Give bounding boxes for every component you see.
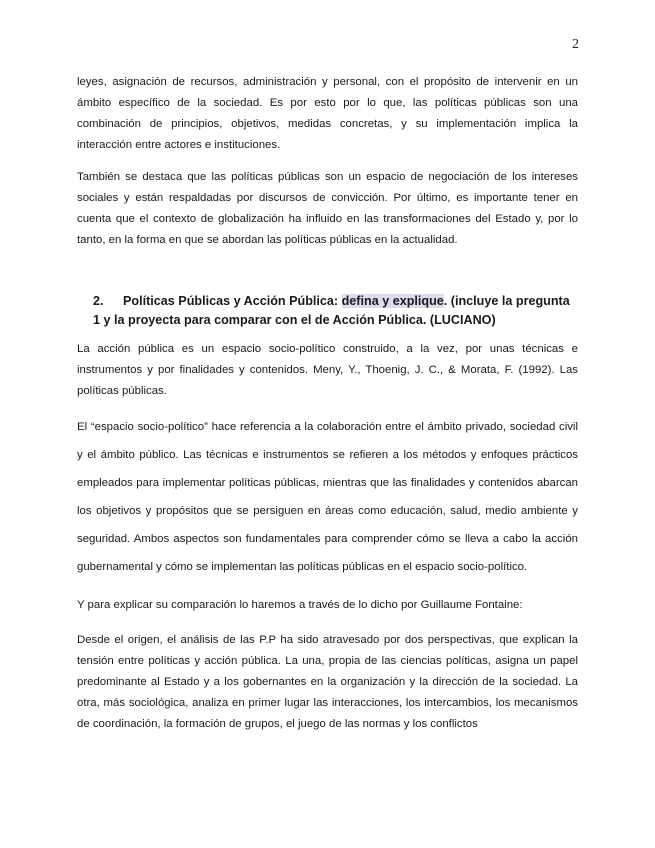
heading-text-part2: . (incluye la pregunta <box>443 294 570 308</box>
page-number: 2 <box>572 37 579 52</box>
paragraph-2: También se destaca que las políticas públicas son un espacio de negociación de los intereses sociales y están respaldadas por discursos de convicción. Por último, es importante tener en cuenta que el contexto de globalización ha influido en las transformaciones del Estado y, por lo tanto, en la forma en que se abordan las políticas públicas en la actualidad. <box>77 171 578 246</box>
heading-text-part1: Políticas Públicas y Acción Pública: <box>123 294 342 308</box>
paragraph-3: La acción pública es un espacio socio-político construido, a la vez, por unas técnicas e instrumentos y por finalidades y contenidos. Meny, Y., Thoenig, J. C., & Morata, F. (1992). Las políticas públicas. <box>77 343 578 397</box>
heading-number: 2. <box>93 294 104 308</box>
paragraph-5: Y para explicar su comparación lo haremos a través de lo dicho por Guillaume Fontaine: <box>77 599 523 611</box>
paragraph-4: El “espacio socio-político” hace referencia a la colaboración entre el ámbito privado, sociedad civil y el ámbito público. Las técnicas e instrumentos se refieren a los métodos y enfoques prácticos empleados para implementar políticas públicas, mientras que las finalidades y contenidos abarcan los objetivos y propósitos que se persiguen en áreas como educación, salud, medio ambiente y seguridad. Ambos aspectos son fundamentales para comprender cómo se lleva a cabo la acción gubernamental y cómo se implementan las políticas públicas en el espacio socio-político. <box>77 421 578 573</box>
paragraph-1: leyes, asignación de recursos, administración y personal, con el propósito de intervenir en un ámbito específico de la sociedad. Es por esto por lo que, las políticas públicas son una combinación de principios, objetivos, medidas concretas, y su implementación implica la interacción entre actores e instituciones. <box>77 76 578 151</box>
heading-highlight: defina y explique <box>341 294 444 308</box>
document-body <box>77 72 578 735</box>
paragraph-6: Desde el origen, el análisis de las P.P ha sido atravesado por dos perspectivas, que explican la tensión entre políticas y acción pública. La una, propia de las ciencias políticas, asigna un papel predominante al Estado y a los gobernantes en la organización y la dirección de la sociedad. La otra, más sociológica, analiza en primer lugar las interacciones, los intercambios, los mecanismos de coordinación, la formación de grupos, el juego de las normas y los conflictos <box>77 634 578 730</box>
section-heading <box>77 292 578 330</box>
heading-line-2: 1 y la proyecta para comparar con el de Acción Pública. (LUCIANO) <box>93 313 496 327</box>
